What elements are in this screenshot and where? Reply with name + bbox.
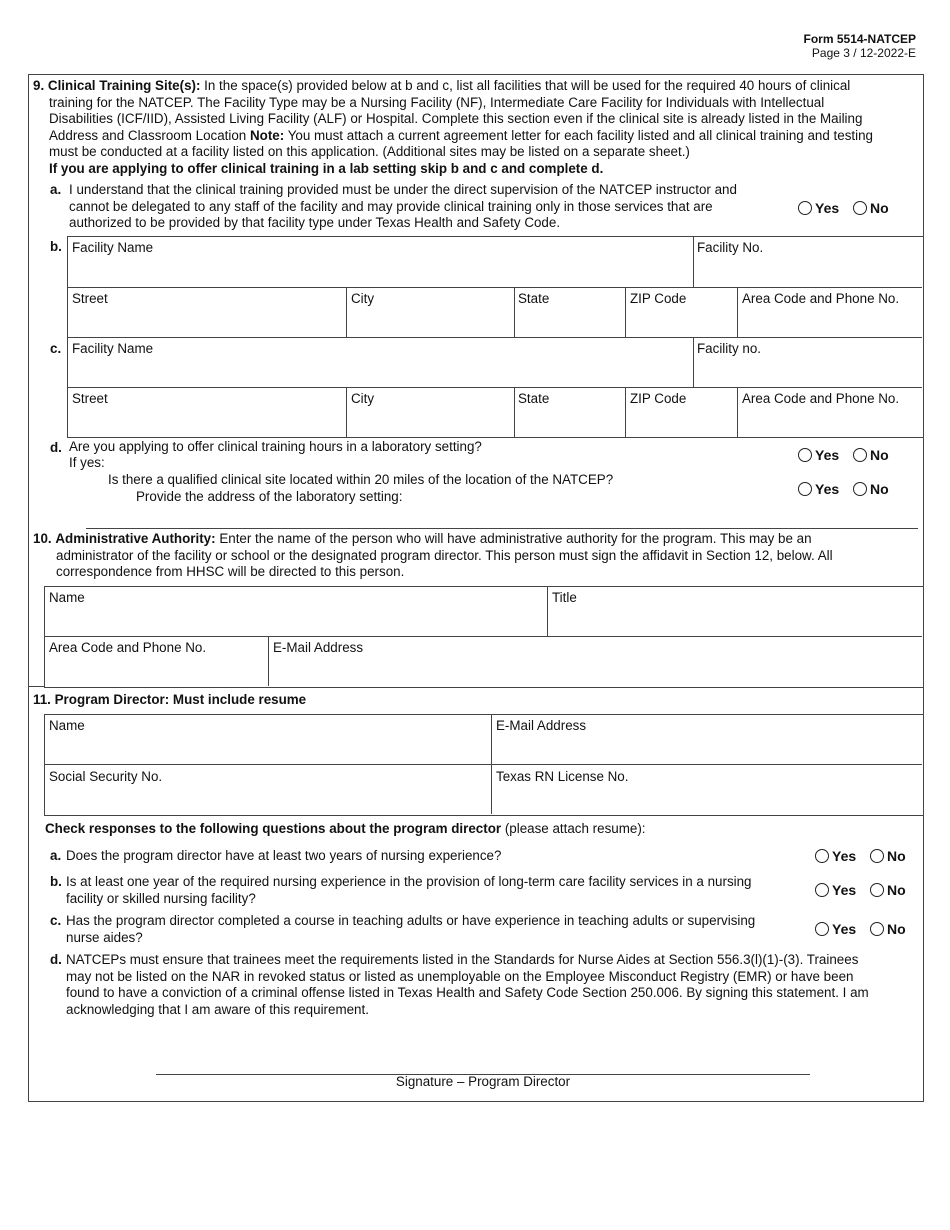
section-9d-if-yes: If yes: bbox=[69, 455, 105, 470]
director-a-yes-radio[interactable] bbox=[815, 848, 856, 864]
col-divider bbox=[693, 337, 694, 387]
no-label: No bbox=[887, 882, 906, 898]
col-divider bbox=[547, 586, 548, 636]
director-table bbox=[44, 714, 923, 816]
section-10-text-1: Enter the name of the person who will have administrative authority for the program. This may be an bbox=[219, 531, 812, 546]
section-9c-marker: c. bbox=[50, 341, 62, 356]
section-9a-yes-no bbox=[798, 200, 899, 217]
director-c-yes-radio[interactable] bbox=[815, 921, 856, 937]
admin-name-field[interactable]: Name bbox=[49, 590, 85, 605]
radio-icon bbox=[815, 849, 829, 863]
director-c-text-1: Has the program director completed a course in teaching adults or have experience in teaching adults or supervising bbox=[66, 913, 756, 928]
radio-icon bbox=[853, 482, 867, 496]
yes-label: Yes bbox=[815, 481, 840, 497]
section-9d-sub-yes-radio[interactable] bbox=[798, 481, 839, 497]
check-instruction-bold: Check responses to the following questions about the program director bbox=[45, 821, 502, 836]
section-10-number: 10. bbox=[33, 531, 52, 546]
check-instruction-rest: (please attach resume): bbox=[504, 821, 646, 836]
section-9-intro bbox=[33, 78, 918, 177]
director-c-marker: c. bbox=[50, 913, 62, 928]
radio-icon bbox=[815, 922, 829, 936]
no-label: No bbox=[870, 481, 889, 497]
c-facility-name-field[interactable]: Facility Name bbox=[72, 341, 154, 356]
radio-icon bbox=[798, 482, 812, 496]
no-label: No bbox=[870, 200, 889, 216]
col-divider bbox=[625, 287, 626, 337]
director-b-yes-no bbox=[815, 882, 916, 899]
section-9d-yes-no bbox=[798, 447, 899, 464]
b-zip-field[interactable]: ZIP Code bbox=[630, 291, 687, 306]
row-divider bbox=[67, 337, 922, 338]
col-divider bbox=[625, 387, 626, 437]
section-9a-yes-radio[interactable] bbox=[798, 200, 839, 216]
section-9-text-4b: You must attach a current agreement letter for each facility listed and all clinical training and testing bbox=[287, 127, 873, 143]
director-a-yes-no bbox=[815, 848, 916, 865]
director-b-text-1: Is at least one year of the required nursing experience in the provision of long-term care facility services in a nursing bbox=[66, 874, 752, 889]
section-9a-no-radio[interactable] bbox=[853, 200, 889, 216]
radio-icon bbox=[798, 448, 812, 462]
col-divider bbox=[693, 236, 694, 287]
director-c-text-2: nurse aides? bbox=[66, 929, 143, 945]
c-facility-no-field[interactable]: Facility no. bbox=[697, 341, 761, 356]
section-10-text-3: correspondence from HHSC will be directed to this person. bbox=[56, 564, 405, 579]
section-11-number: 11. bbox=[33, 692, 51, 707]
section-9a-text-1: I understand that the clinical training provided must be under the direct supervision of the NATCEP instructor and bbox=[69, 182, 737, 197]
section-9-text-1: In the space(s) provided below at b and c, list all facilities that will be used for the required 40 hours of clinical bbox=[204, 78, 851, 93]
form-number: Form 5514-NATCEP bbox=[803, 32, 916, 46]
section-9b-marker: b. bbox=[50, 239, 62, 254]
section-9d-sub-yes-no bbox=[798, 481, 899, 498]
section-9d-address-label: Provide the address of the laboratory setting: bbox=[136, 489, 403, 504]
section-9a-text-2: cannot be delegated to any staff of the facility and may provide clinical training only in those services that are bbox=[69, 198, 713, 214]
signature-label: Signature – Program Director bbox=[395, 1074, 571, 1089]
section-9-heading: Clinical Training Site(s): bbox=[47, 78, 201, 93]
director-b-text-2: facility or skilled nursing facility? bbox=[66, 890, 256, 906]
director-b-no-radio[interactable] bbox=[870, 882, 906, 898]
director-name-field[interactable]: Name bbox=[49, 718, 85, 733]
b-state-field[interactable]: State bbox=[518, 291, 550, 306]
director-d-text-3: found to have a conviction of a criminal offense listed in Texas Health and Safety Code Section 250.006. By signing this statement. I am bbox=[66, 985, 869, 1000]
col-divider bbox=[737, 287, 738, 337]
radio-icon bbox=[853, 448, 867, 462]
yes-label: Yes bbox=[832, 882, 857, 898]
b-facility-name-field[interactable]: Facility Name bbox=[72, 240, 154, 255]
admin-email-field[interactable]: E-Mail Address bbox=[273, 640, 364, 655]
yes-label: Yes bbox=[815, 447, 840, 463]
col-divider bbox=[346, 387, 347, 437]
radio-icon bbox=[870, 922, 884, 936]
section-divider bbox=[28, 686, 44, 687]
section-9-text-5: must be conducted at a facility listed on this application. (Additional sites may be listed on a separate sheet.) bbox=[49, 144, 690, 159]
director-c-yes-no bbox=[815, 921, 916, 938]
director-check-instruction bbox=[45, 821, 646, 838]
director-d-text-4: acknowledging that I am aware of this requirement. bbox=[66, 1001, 369, 1017]
radio-icon bbox=[815, 883, 829, 897]
yes-label: Yes bbox=[832, 921, 857, 937]
director-ssn-field[interactable]: Social Security No. bbox=[49, 769, 163, 784]
section-9d-sub-question: Is there a qualified clinical site located within 20 miles of the location of the NATCEP? bbox=[108, 472, 614, 487]
yes-label: Yes bbox=[832, 848, 857, 864]
section-10-text-2: administrator of the facility or school or the designated program director. This person must sign the affidavit in Section 12, below. All bbox=[56, 547, 833, 563]
lab-instruction: If you are applying to offer clinical training in a lab setting skip b and c and complete d. bbox=[49, 160, 604, 176]
item-marker: a. bbox=[50, 182, 62, 197]
section-10-intro bbox=[33, 531, 918, 581]
section-9d-yes-radio[interactable] bbox=[798, 447, 839, 463]
col-divider bbox=[737, 387, 738, 437]
no-label: No bbox=[887, 848, 906, 864]
director-b-question bbox=[66, 874, 752, 907]
director-a-marker: a. bbox=[50, 848, 62, 863]
admin-table bbox=[44, 586, 923, 688]
director-d-marker: d. bbox=[50, 952, 62, 967]
director-c-no-radio[interactable] bbox=[870, 921, 906, 937]
col-divider bbox=[268, 636, 269, 686]
no-label: No bbox=[887, 921, 906, 937]
section-10-heading: Administrative Authority: bbox=[55, 531, 216, 546]
b-street-field[interactable]: Street bbox=[72, 291, 108, 306]
admin-title-field[interactable]: Title bbox=[552, 590, 577, 605]
director-a-question: Does the program director have at least two years of nursing experience? bbox=[66, 848, 502, 863]
lab-address-line[interactable] bbox=[86, 528, 918, 529]
director-b-yes-radio[interactable] bbox=[815, 882, 856, 898]
section-11-heading: Program Director: Must include resume bbox=[54, 692, 307, 707]
col-divider bbox=[491, 714, 492, 814]
section-9-text-4a: Address and Classroom Location bbox=[49, 127, 247, 143]
row-divider bbox=[44, 764, 922, 765]
director-rn-license-field[interactable]: Texas RN License No. bbox=[496, 769, 629, 784]
note-label: Note: bbox=[249, 127, 285, 143]
no-label: No bbox=[870, 447, 889, 463]
row-divider bbox=[67, 287, 922, 288]
radio-icon bbox=[853, 201, 867, 215]
director-b-marker: b. bbox=[50, 874, 62, 889]
director-d-statement bbox=[66, 952, 869, 1018]
col-divider bbox=[514, 287, 515, 337]
director-email-field[interactable]: E-Mail Address bbox=[496, 718, 587, 733]
admin-phone-field[interactable]: Area Code and Phone No. bbox=[49, 640, 207, 655]
director-d-text-2: may not be listed on the NAR in revoked status or listed as unemployable on the Employee Misconduct Registry (EMR) or have been bbox=[66, 968, 854, 984]
director-a-no-radio[interactable] bbox=[870, 848, 906, 864]
yes-label: Yes bbox=[815, 200, 840, 216]
section-9a-text-3: authorized to be provided by that facility type under Texas Health and Safety Code. bbox=[69, 215, 561, 230]
director-d-text-1: NATCEPs must ensure that trainees meet the requirements listed in the Standards for Nurse Aides at Section 556.3(l)(1)-(3). Trainees bbox=[66, 952, 859, 967]
section-11-title bbox=[33, 692, 306, 709]
col-divider bbox=[514, 387, 515, 437]
section-9-text-2: training for the NATCEP. The Facility Type may be a Nursing Facility (NF), Intermediate Care Facility for Individuals with Intellectual bbox=[49, 94, 825, 110]
row-divider bbox=[67, 387, 922, 388]
section-9d-marker: d. bbox=[50, 440, 62, 455]
c-street-field[interactable]: Street bbox=[72, 391, 108, 406]
b-phone-field[interactable]: Area Code and Phone No. bbox=[742, 291, 900, 306]
radio-icon bbox=[870, 883, 884, 897]
c-city-field[interactable]: City bbox=[351, 391, 375, 406]
radio-icon bbox=[870, 849, 884, 863]
section-9-number: 9. bbox=[33, 78, 45, 93]
row-divider bbox=[44, 636, 922, 637]
section-9d-question: Are you applying to offer clinical training hours in a laboratory setting? bbox=[69, 439, 482, 454]
c-phone-field[interactable]: Area Code and Phone No. bbox=[742, 391, 900, 406]
b-facility-no-field[interactable]: Facility No. bbox=[697, 240, 764, 255]
radio-icon bbox=[798, 201, 812, 215]
director-c-question bbox=[66, 913, 755, 946]
section-9d-sub-no-radio[interactable] bbox=[853, 481, 889, 497]
c-state-field[interactable]: State bbox=[518, 391, 550, 406]
col-divider bbox=[346, 287, 347, 337]
b-city-field[interactable]: City bbox=[351, 291, 375, 306]
section-9-text-3: Disabilities (ICF/IID), Assisted Living Facility (ALF) or Hospital. Complete this section even if the clinical site is already listed in the Mailing bbox=[49, 111, 863, 126]
page-info: Page 3 / 12-2022-E bbox=[811, 46, 916, 60]
section-9d-no-radio[interactable] bbox=[853, 447, 889, 463]
c-zip-field[interactable]: ZIP Code bbox=[630, 391, 687, 406]
